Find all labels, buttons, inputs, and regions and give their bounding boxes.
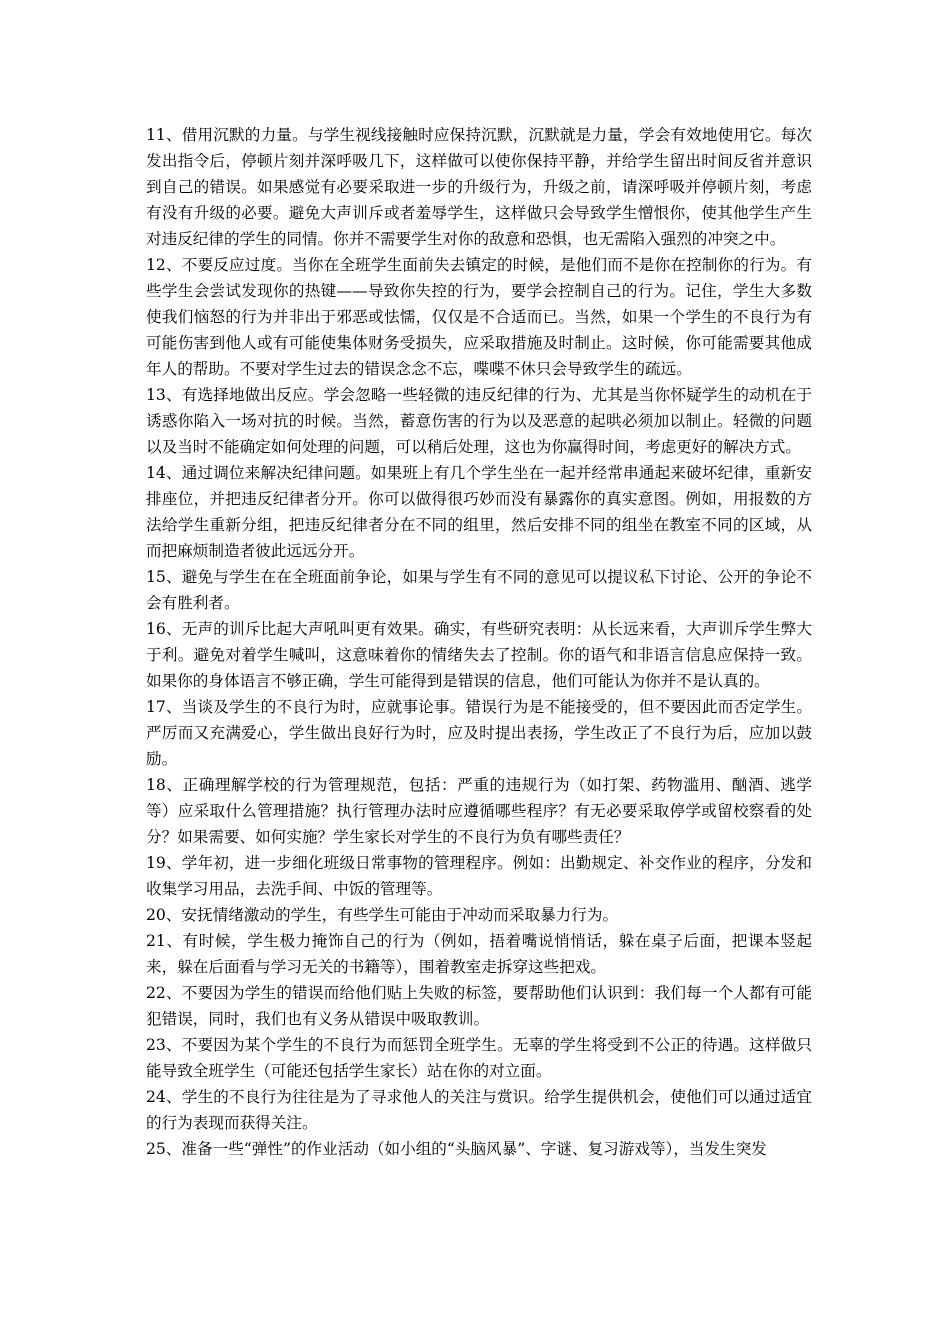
paragraph-15: 15、避免与学生在在全班面前争论，如果与学生有不同的意见可以提议私下讨论、公开的争论不会有胜利者。 xyxy=(146,568,812,612)
paragraph-22: 22、不要因为学生的错误而给他们贴上失败的标签，要帮助他们认识到：我们每一个人都有可能犯错误，同时，我们也有义务从错误中吸取教训。 xyxy=(146,984,812,1028)
paragraph-25: 25、准备一些“弹性”的作业活动（如小组的“头脑风暴”、字谜、复习游戏等），当发生突发 xyxy=(146,1140,767,1158)
paragraph-13: 13、有选择地做出反应。学会忽略一些轻微的违反纪律的行为、尤其是当你怀疑学生的动机在于诱惑你陷入一场对抗的时候。当然，蓄意伤害的行为以及恶意的起哄必须加以制止。轻微的问题以及当时不能确定如何处理的问题，可以稍后处理，这也为你赢得时间，考虑更好的解决方式。 xyxy=(146,386,812,456)
paragraph-17: 17、当谈及学生的不良行为时，应就事论事。错误行为是不能接受的，但不要因此而否定学生。严厉而又充满爱心，学生做出良好行为时，应及时提出表扬，学生改正了不良行为后，应加以鼓励。 xyxy=(146,698,812,768)
document-page xyxy=(146,122,812,1162)
paragraph-18: 18、正确理解学校的行为管理规范，包括：严重的违规行为（如打架、药物滥用、酗酒、逃学等）应采取什么管理措施？执行管理办法时应遵循哪些程序？有无必要采取停学或留校察看的处分？如果需要、如何实施？学生家长对学生的不良行为负有哪些责任？ xyxy=(146,776,812,846)
paragraph-24: 24、学生的不良行为往往是为了寻求他人的关注与赏识。给学生提供机会，使他们可以通过适宜的行为表现而获得关注。 xyxy=(146,1088,812,1132)
paragraph-12: 12、不要反应过度。当你在全班学生面前失去镇定的时候，是他们而不是你在控制你的行为。有些学生会尝试发现你的热键——导致你失控的行为，要学会控制自己的行为。记住，学生大多数使我们恼怒的行为并非出于邪恶或怯懦，仅仅是不合适而已。当然，如果一个学生的不良行为有可能伤害到他人或有可能使集体财务受损失，应采取措施及时制止。这时候，你可能需要其他成年人的帮助。不要对学生过去的错误念念不忘，喋喋不休只会导致学生的疏远。 xyxy=(146,256,812,378)
paragraph-20: 20、安抚情绪激动的学生，有些学生可能由于冲动而采取暴力行为。 xyxy=(146,906,619,924)
paragraph-19: 19、学年初，进一步细化班级日常事物的管理程序。例如：出勤规定、补交作业的程序，分发和收集学习用品，去洗手间、中饭的管理等。 xyxy=(146,854,812,898)
paragraph-16: 16、无声的训斥比起大声吼叫更有效果。确实，有些研究表明：从长远来看，大声训斥学生弊大于利。避免对着学生喊叫，这意味着你的情绪失去了控制。你的语气和非语言信息应保持一致。如果你的身体语言不够正确，学生可能得到是错误的信息，他们可能认为你并不是认真的。 xyxy=(146,620,812,690)
paragraph-11: 11、借用沉默的力量。与学生视线接触时应保持沉默，沉默就是力量，学会有效地使用它。每次发出指令后，停顿片刻并深呼吸几下，这样做可以使你保持平静，并给学生留出时间反省并意识到自己的错误。如果感觉有必要采取进一步的升级行为，升级之前，请深呼吸并停顿片刻，考虑有没有升级的必要。避免大声训斥或者羞辱学生，这样做只会导致学生憎恨你，使其他学生产生对违反纪律的学生的同情。你并不需要学生对你的敌意和恐惧，也无需陷入强烈的冲突之中。 xyxy=(146,126,812,248)
paragraph-14: 14、通过调位来解决纪律问题。如果班上有几个学生坐在一起并经常串通起来破坏纪律，重新安排座位，并把违反纪律者分开。你可以做得很巧妙而没有暴露你的真实意图。例如，用报数的方法给学生重新分组，把违反纪律者分在不同的组里，然后安排不同的组坐在教室不同的区域，从而把麻烦制造者彼此远远分开。 xyxy=(146,464,812,560)
paragraph-21: 21、有时候，学生极力掩饰自己的行为（例如，捂着嘴说悄悄话，躲在桌子后面，把课本竖起来，躲在后面看与学习无关的书籍等），围着教室走拆穿这些把戏。 xyxy=(146,932,812,976)
paragraph-23: 23、不要因为某个学生的不良行为而惩罚全班学生。无辜的学生将受到不公正的待遇。这样做只能导致全班学生（可能还包括学生家长）站在你的对立面。 xyxy=(146,1036,812,1080)
